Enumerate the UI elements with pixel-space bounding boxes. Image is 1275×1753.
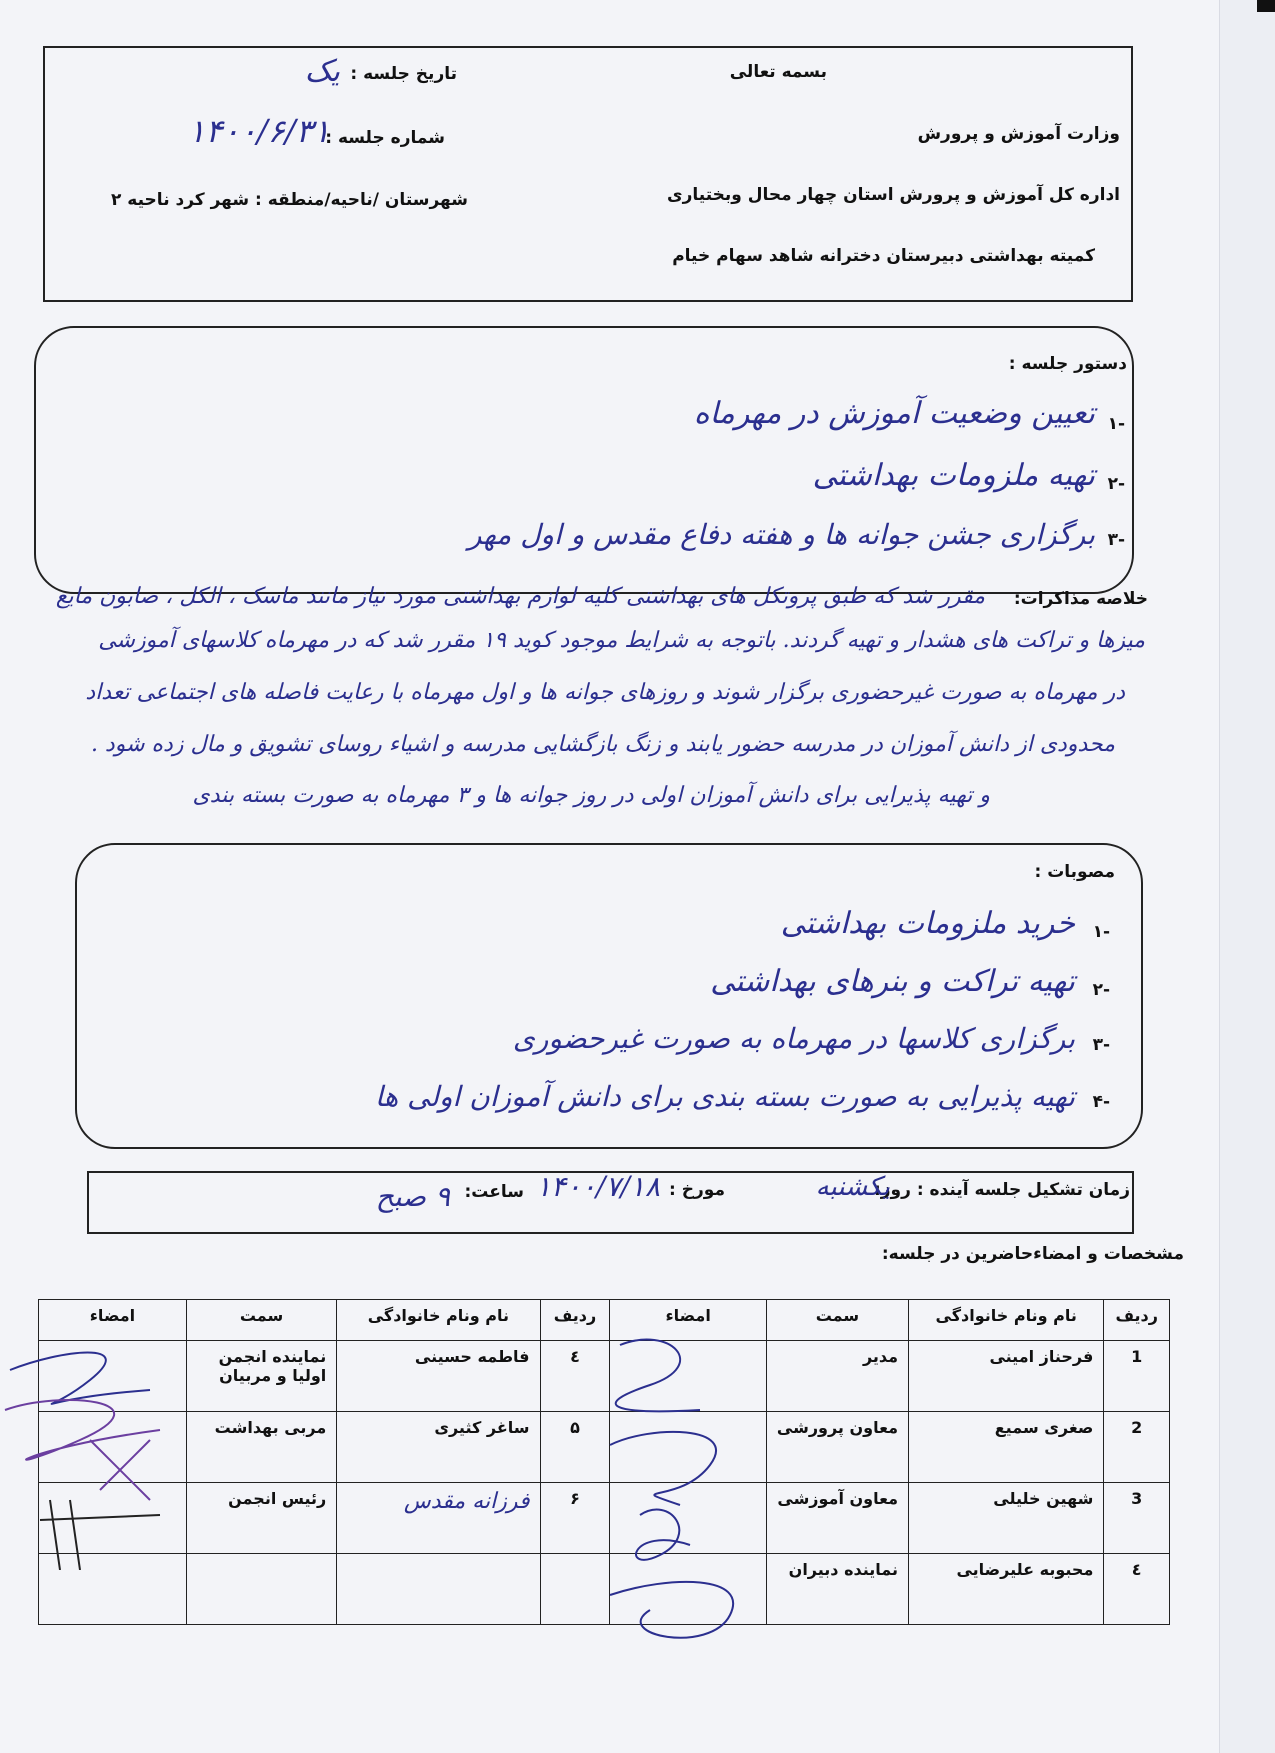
attendee-name: فرحناز امینی — [909, 1341, 1104, 1412]
attendee-name: ساغر کثیری — [337, 1412, 540, 1483]
attendee-name: شهین خلیلی — [909, 1483, 1104, 1554]
session-number-value: ۱۴۰۰/۶/۳۱ — [188, 112, 330, 150]
row-number: ٤ — [1104, 1554, 1170, 1625]
discussion-line-4: محدودی از دانش آموزان در مدرسه حضور یابند و زنگ بازگشایی مدرسه و اشیاء روسای تشویق و مال زده شود . — [90, 732, 1115, 757]
header-row-number-2: ردیف — [540, 1300, 610, 1341]
discussion-line-1: مقرر شد که طبق پروتکل های بهداشتی کلیه لوازم بهداشتی مورد نیاز مانند ماسک ، الکل ، صابون مایع — [55, 584, 985, 609]
session-number-label: شماره جلسه : — [325, 128, 445, 148]
approval-item-2: تهیه تراکت و بنرهای بهداشتی — [710, 964, 1075, 999]
page-edge — [1219, 0, 1275, 1753]
attendee-role — [186, 1554, 336, 1625]
header-role-2: سمت — [186, 1300, 336, 1341]
agenda-num-2: ۲- — [1107, 474, 1125, 494]
approval-num-4: ۴- — [1092, 1092, 1110, 1112]
agenda-num-1: ۱- — [1107, 414, 1125, 434]
header-role: سمت — [766, 1300, 908, 1341]
page-corner — [1257, 0, 1275, 12]
approvals-title: مصوبات : — [1034, 862, 1115, 882]
row-number: 1 — [1104, 1341, 1170, 1412]
header-signature: امضاء — [610, 1300, 766, 1341]
attendee-name: محبوبه علیرضایی — [909, 1554, 1104, 1625]
signature-scribbles-left — [590, 1325, 780, 1645]
header-signature-2: امضاء — [39, 1300, 187, 1341]
attendee-name: فرزانه مقدس — [337, 1483, 540, 1554]
bismillah: بسمه تعالی — [729, 62, 827, 82]
row-number: 2 — [1104, 1412, 1170, 1483]
session-date-label: تاریخ جلسه : — [350, 64, 457, 84]
row-number: ۶ — [540, 1483, 610, 1554]
attendee-role: نماینده دبیران — [766, 1554, 908, 1625]
next-session-time-label: ساعت: — [464, 1182, 524, 1202]
discussion-line-5: و تهیه پذیرایی برای دانش آموزان اولی در روز جوانه ها و ۳ مهرماه به صورت بسته بندی — [192, 783, 990, 808]
agenda-item-3: برگزاری جشن جوانه ها و هفته دفاع مقدس و اول مهر — [467, 518, 1095, 551]
agenda-item-1: تعیین وضعیت آموزش در مهرماه — [693, 396, 1095, 431]
attendees-title: مشخصات و امضاءحاضرین در جلسه: — [881, 1244, 1184, 1264]
committee-title: کمیته بهداشتی دبیرستان دخترانه شاهد سهام خیام — [672, 246, 1095, 266]
attendee-role: نماینده انجمن اولیا و مربیان — [186, 1341, 336, 1412]
approval-num-3: ۳- — [1092, 1035, 1110, 1055]
attendee-name: صغری سمیع — [909, 1412, 1104, 1483]
row-number: ٤ — [540, 1341, 610, 1412]
row-number: 3 — [1104, 1483, 1170, 1554]
header-name: نام ونام خانوادگی — [909, 1300, 1104, 1341]
approval-item-4: تهیه پذیرایی به صورت بسته بندی برای دانش آموزان اولی ها — [374, 1080, 1075, 1113]
session-date-value: یک — [304, 54, 340, 89]
attendee-name — [337, 1554, 540, 1625]
row-number: ۵ — [540, 1412, 610, 1483]
header-row-number: ردیف — [1104, 1300, 1170, 1341]
next-session-date: ۱۴۰۰/۷/۱۸ — [535, 1170, 660, 1203]
discussion-title: خلاصه مذاکرات: — [1013, 589, 1148, 609]
approval-num-1: ۱- — [1092, 922, 1110, 942]
agenda-num-3: ۳- — [1107, 530, 1125, 550]
approval-item-1: خرید ملزومات بهداشتی — [780, 906, 1075, 941]
attendee-role: معاون پرورشی — [766, 1412, 908, 1483]
directorate-title: اداره کل آموزش و پرورش استان چهار محال وبختیاری — [667, 185, 1120, 205]
attendee-name: فاطمه حسینی — [337, 1341, 540, 1412]
ministry-title: وزارت آموزش و پرورش — [917, 124, 1120, 144]
next-session-day: یکشنبه — [815, 1172, 890, 1202]
discussion-line-2: میزها و تراکت های هشدار و تهیه گردند. باتوجه به شرایط موجود کوید ۱۹ مقرر شد که در مهرماه کلاسهای آموزشی — [98, 628, 1145, 653]
discussion-line-3: در مهرماه به صورت غیرحضوری برگزار شوند و روزهای جوانه ها و اول مهرماه با رعایت فاصله های اجتماعی تعداد — [85, 680, 1125, 705]
next-session-date-label: مورخ : — [669, 1180, 725, 1200]
signature-scribbles-right — [0, 1330, 180, 1570]
next-session-label: زمان تشکیل جلسه آینده : روز: — [873, 1180, 1130, 1200]
attendee-role: معاون آموزشی — [766, 1483, 908, 1554]
location-line: شهرستان /ناحیه/منطقه : شهر کرد ناحیه ۲ — [111, 190, 468, 210]
approval-num-2: ۲- — [1092, 980, 1110, 1000]
agenda-title: دستور جلسه : — [1008, 354, 1127, 374]
approval-item-3: برگزاری کلاسها در مهرماه به صورت غیرحضوری — [512, 1022, 1075, 1055]
attendee-role: مدیر — [766, 1341, 908, 1412]
header-name-2: نام ونام خانوادگی — [337, 1300, 540, 1341]
attendee-role: مربی بهداشت — [186, 1412, 336, 1483]
attendee-role: رئیس انجمن — [186, 1483, 336, 1554]
agenda-item-2: تهیه ملزومات بهداشتی — [812, 458, 1095, 493]
next-session-time: ۹ صبح — [375, 1180, 450, 1213]
